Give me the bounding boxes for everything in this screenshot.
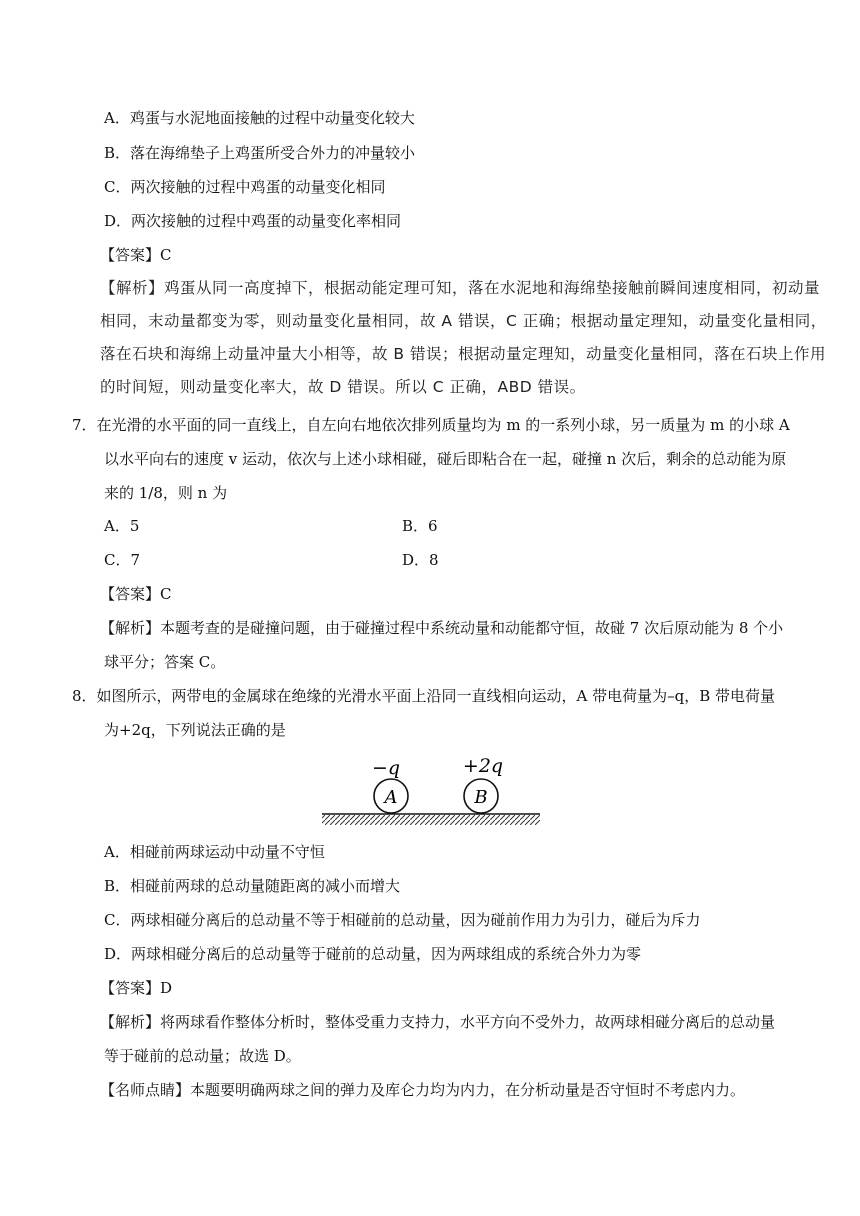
q8-option-d: D．两球相碰分离后的总动量等于碰前的总动量，因为两球组成的系统合外力为零 xyxy=(104,945,642,963)
q6-option-d: D．两次接触的过程中鸡蛋的动量变化率相同 xyxy=(104,212,402,230)
q6-analysis xyxy=(100,272,827,404)
q6-answer: 【答案】C xyxy=(100,246,172,264)
q7-analysis-line: 【解析】本题考查的是碰撞问题，由于碰撞过程中系统动量和动能都守恒，故碰 7 次后原动能为 8 个小 xyxy=(100,619,784,637)
q7-stem-line: 7．在光滑的水平面的同一直线上，自左向右地依次排列质量均为 m 的一系列小球，另一质量为 m 的小球 A xyxy=(72,416,790,434)
q7-option-b: B．6 xyxy=(402,517,438,535)
q8-stem-line: 为+2q，下列说法正确的是 xyxy=(104,721,286,739)
q6-analysis-line: 相同，末动量都变为零，则动量变化量相同，故 A 错误，C 正确；根据动量定理知，动量变化量相同， xyxy=(100,312,827,330)
q8-answer: 【答案】D xyxy=(100,979,173,997)
q8-stem-line: 8．如图所示，两带电的金属球在绝缘的光滑水平面上沿同一直线相向运动，A 带电荷量为–q，B 带电荷量 xyxy=(72,687,776,705)
q6-option-b: B．落在海绵垫子上鸡蛋所受合外力的冲量较小 xyxy=(104,144,416,162)
ball-b-label: B xyxy=(474,787,488,808)
q7-answer: 【答案】C xyxy=(100,585,172,603)
charge-b-label: +2q xyxy=(462,755,504,777)
ground-hatch xyxy=(322,815,540,825)
q7-option-c: C．7 xyxy=(104,551,141,569)
charge-a-label: −q xyxy=(371,757,401,779)
q8-analysis-line: 等于碰前的总动量；故选 D。 xyxy=(104,1047,301,1065)
q7-stem-line: 来的 1/8，则 n 为 xyxy=(104,484,228,502)
charged-balls-figure xyxy=(320,750,542,830)
q6-analysis-line: 落在石块和海绵上动量冲量大小相等，故 B 错误；根据动量定理知，动量变化量相同，落在石块上作用 xyxy=(100,345,826,363)
q8-analysis-line: 【解析】将两球看作整体分析时，整体受重力支持力，水平方向不受外力，故两球相碰分离后的总动量 xyxy=(100,1013,776,1031)
q6-option-a: A．鸡蛋与水泥地面接触的过程中动量变化较大 xyxy=(104,109,415,127)
ball-a-label: A xyxy=(384,787,398,808)
q8-tip: 【名师点睛】本题要明确两球之间的弹力及库仑力均为内力，在分析动量是否守恒时不考虑内力。 xyxy=(100,1081,746,1099)
q8-option-b: B．相碰前两球的总动量随距离的减小而增大 xyxy=(104,877,401,895)
q6-option-c: C．两次接触的过程中鸡蛋的动量变化相同 xyxy=(104,178,386,196)
q6-analysis-line: 的时间短，则动量变化率大，故 D 错误。所以 C 正确，ABD 错误。 xyxy=(100,378,586,396)
q7-analysis-line: 球平分；答案 C。 xyxy=(104,653,226,671)
q8-option-a: A．相碰前两球运动中动量不守恒 xyxy=(104,843,325,861)
q7-stem-line: 以水平向右的速度 v 运动，依次与上述小球相碰，碰后即粘合在一起，碰撞 n 次后，剩余的总动能为原 xyxy=(104,450,787,468)
q6-analysis-line: 【解析】鸡蛋从同一高度掉下，根据动能定理可知，落在水泥地和海绵垫接触前瞬间速度相同，初动量 xyxy=(100,279,821,297)
q7-option-d: D．8 xyxy=(402,551,439,569)
q7-option-a: A．5 xyxy=(104,517,140,535)
q8-option-c: C．两球相碰分离后的总动量不等于相碰前的总动量，因为碰前作用力为引力，碰后为斥力 xyxy=(104,911,701,929)
